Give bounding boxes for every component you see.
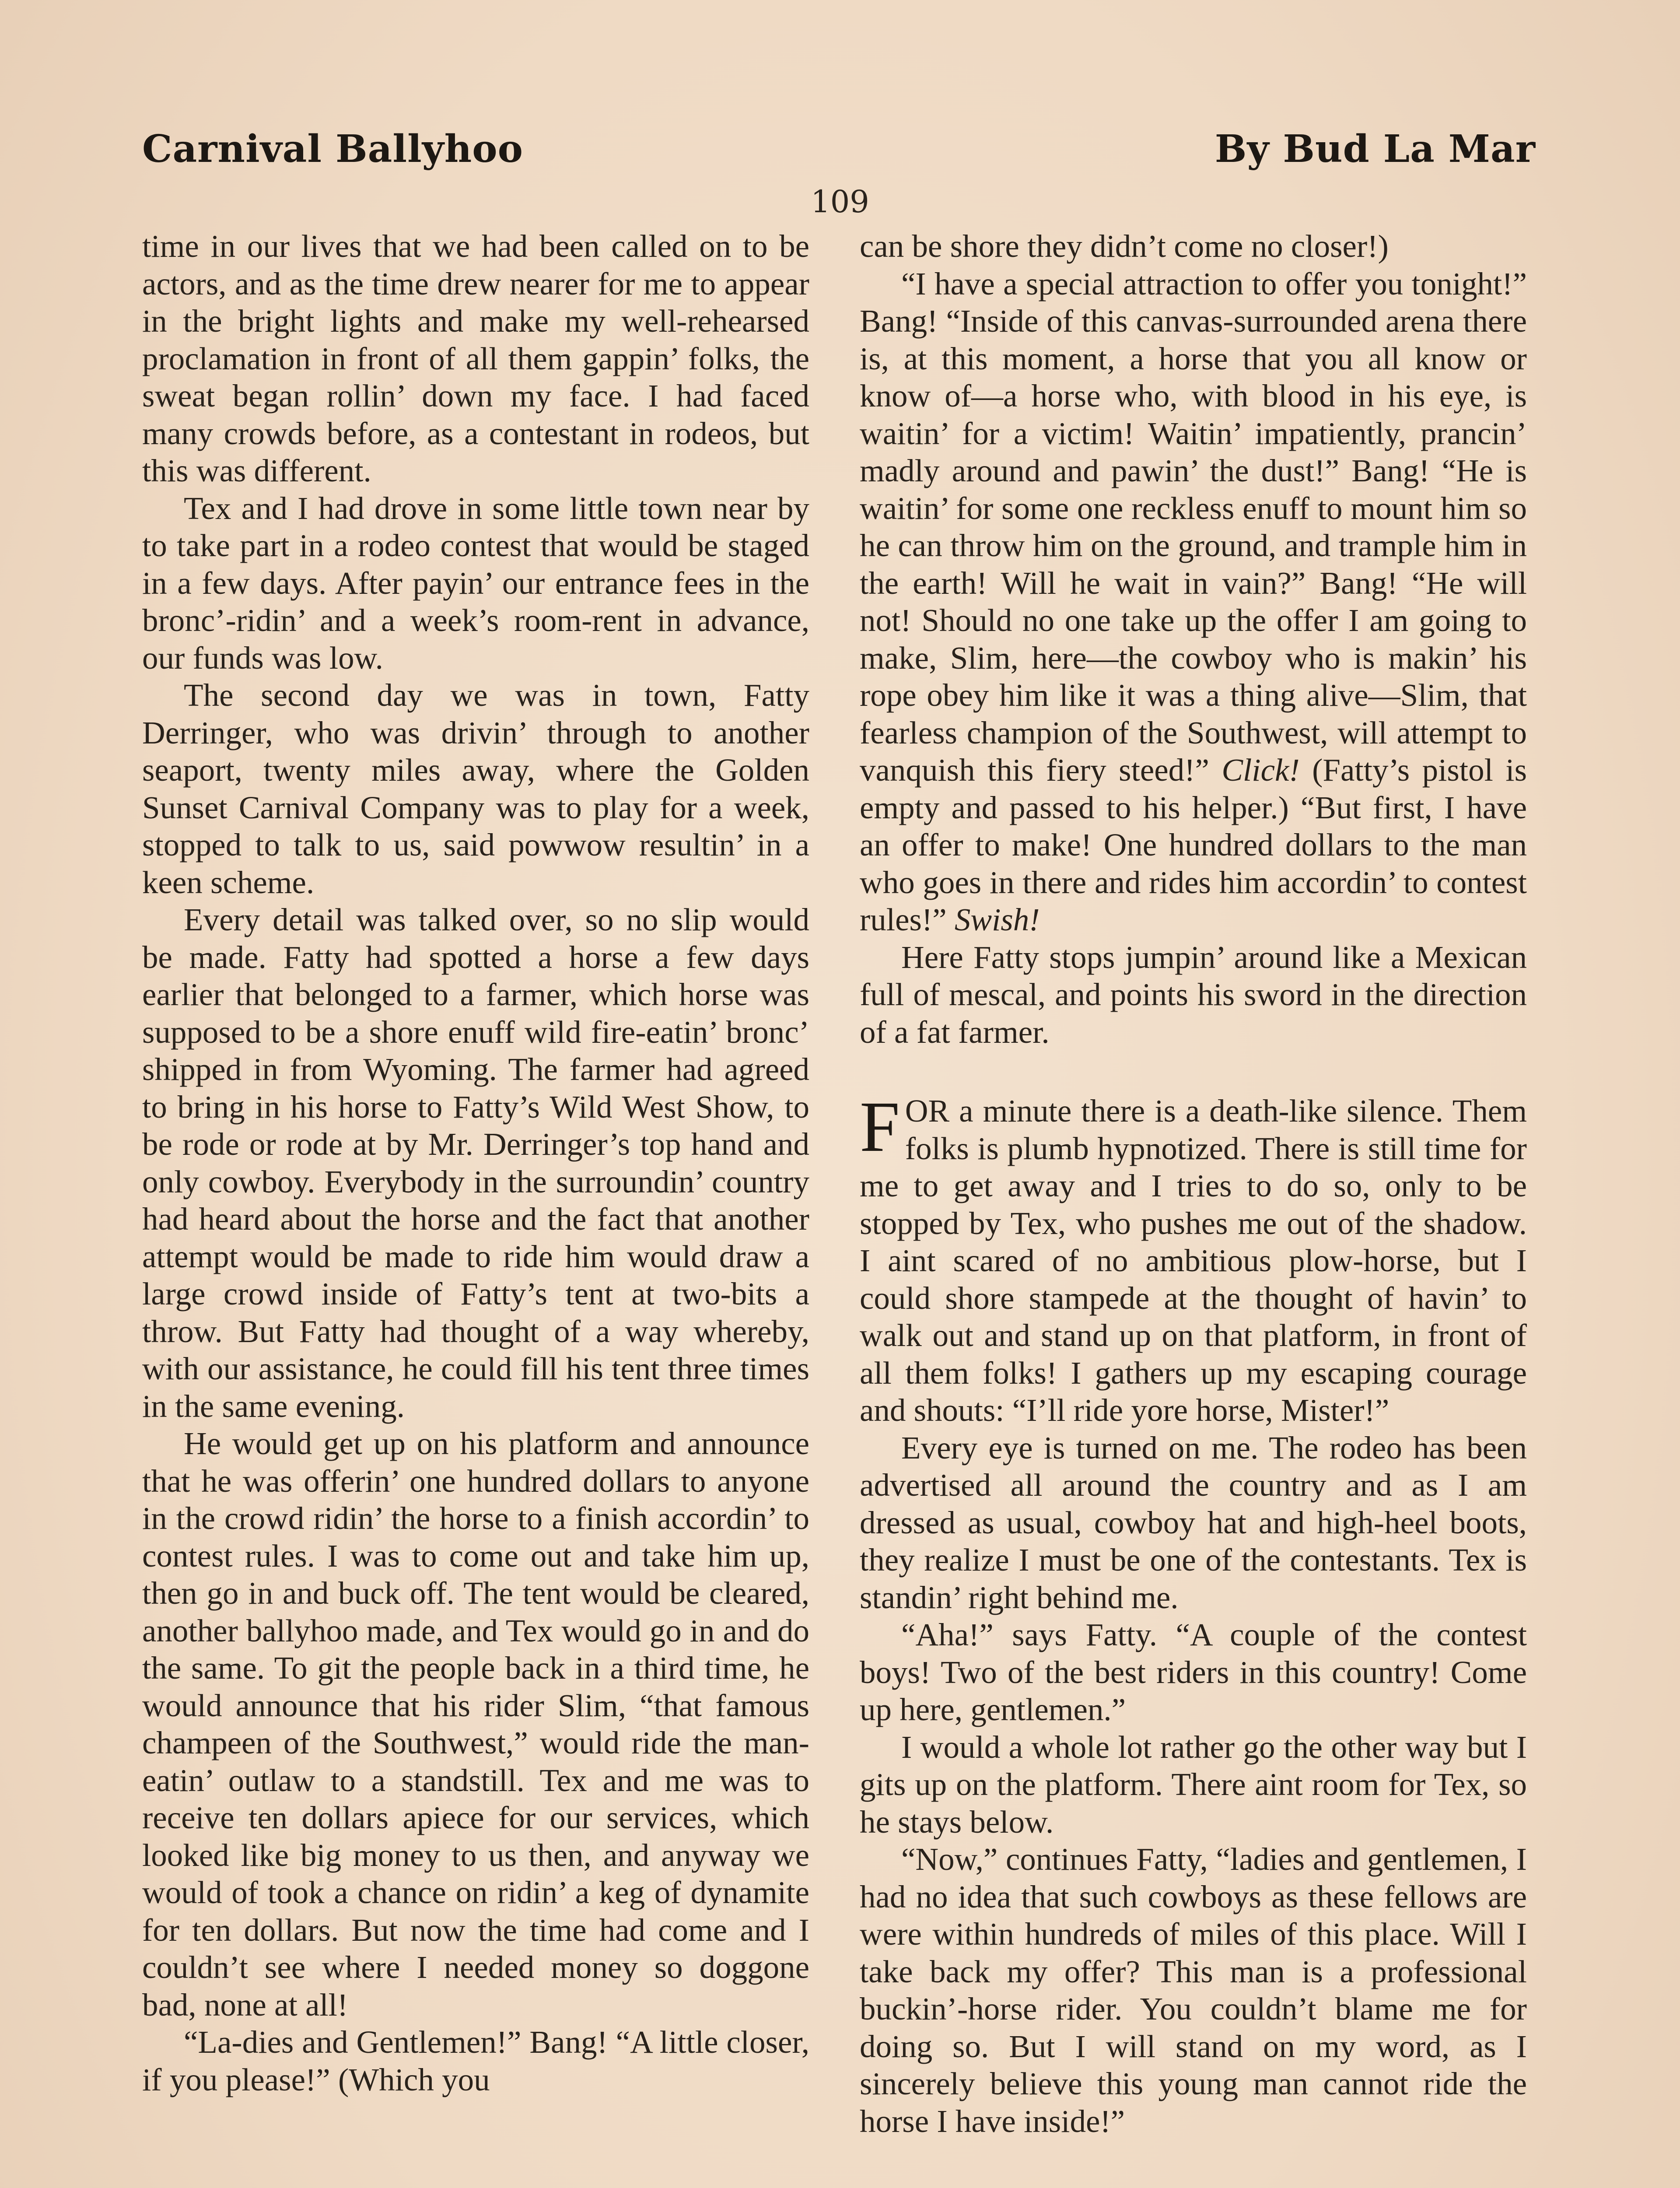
paragraph: “Now,” continues Fatty, “ladies and gentlemen, I had no idea that such cowboys as these fellows are were within hundreds of miles of this place. Will I take back my offer? This man is a professional buckin’-horse rider. You couldn’t blame me for doing so. But I will stand on my word, as I sincerely believe this young man cannot ride the horse I have inside!”: [860, 1841, 1527, 2139]
section-break: [860, 1051, 1527, 1092]
story-title: Carnival Ballyhoo: [142, 127, 523, 171]
paragraph-text: OR a minute there is a death-like silence. Them folks is plumb hypnotized. There is still time for me to get away and I tries to do so, only to be stopped by Tex, who pushes me out of the shadow. I aint scared of no ambitious plow-horse, but I could shore stampede at the thought of havin’ to walk out and stand up on that platform, in front of all them folks! I gathers up my escaping courage and shouts: “I’ll ride yore horse, Mister!”: [860, 1093, 1527, 1428]
page-number: 109: [811, 184, 869, 220]
left-text-column: [142, 228, 809, 2098]
paragraph: can be shore they didn’t come no closer!): [860, 228, 1389, 264]
sound-effect: Click!: [1222, 752, 1300, 788]
drop-cap: F: [860, 1087, 900, 1167]
paragraph: [860, 265, 1527, 939]
sound-effect: Swish!: [954, 902, 1040, 937]
paragraph: Every eye is turned on me. The rodeo has been advertised all around the country and as I am dressed as usual, cowboy hat and high-heel boots, they realize I must be one of the contestants. Tex is standin’ right behind me.: [860, 1430, 1527, 1615]
paragraph: “La-dies and Gentlemen!” Bang! “A little closer, if you please!” (Which you: [142, 2024, 809, 2097]
story-author: By Bud La Mar: [1214, 127, 1536, 171]
paragraph: “Aha!” says Fatty. “A couple of the contest boys! Two of the best riders in this country! Come up here, gentlemen.”: [860, 1617, 1527, 1727]
right-text-column: [860, 228, 1527, 2140]
paragraph-text: (Fatty’s pistol is empty and passed to his helper.) “But first, I have an offer to make! One hundred dollars to the man who goes in there and rides him accordin’ to contest rules!”: [860, 752, 1527, 937]
paragraph: The second day we was in town, Fatty Derringer, who was drivin’ through to another seaport, twenty miles away, where the Golden Sunset Carnival Company was to play for a week, stopped to talk to us, said powwow resultin’ in a keen scheme.: [142, 677, 809, 900]
paragraph: time in our lives that we had been called on to be actors, and as the time drew nearer for me to appear in the bright lights and make my well-rehearsed proclamation in front of all them gappin’ folks, the sweat began rollin’ down my face. I had faced many crowds before, as a contestant in rodeos, but this was different.: [142, 228, 809, 488]
paragraph: Here Fatty stops jumpin’ around like a Mexican full of mescal, and points his sword in the direction of a fat farmer.: [860, 939, 1527, 1050]
paragraph: I would a whole lot rather go the other way but I gits up on the platform. There aint room for Tex, so he stays below.: [860, 1729, 1527, 1840]
paragraph: [860, 1087, 1527, 1429]
paragraph: Tex and I had drove in some little town near by to take part in a rodeo contest that would be staged in a few days. After payin’ our entrance fees in the bronc’-ridin’ and a week’s room-rent in advance, our funds was low.: [142, 490, 809, 676]
running-header: [142, 127, 1536, 188]
paragraph-text: “I have a special attraction to offer you tonight!” Bang! “Inside of this canvas-surrounded arena there is, at this moment, a horse that you all know or know of—a horse who, with blood in his eye, is waitin’ for a victim! Waitin’ impatiently, prancin’ madly around and pawin’ the dust!” Bang! “He is waitin’ for some one reckless enuff to mount him so he can throw him on the ground, and trample him in the earth! Will he wait in vain?” Bang! “He will not! Should no one take up the offer I am going to make, Slim, here—the cowboy who is makin’ his rope obey him like it was a thing alive—Slim, that fearless champion of the Southwest, will attempt to vanquish this fiery steed!”: [860, 266, 1527, 788]
paragraph: He would get up on his platform and announce that he was offerin’ one hundred dollars to anyone in the crowd ridin’ the horse to a finish accordin’ to contest rules. I was to come out and take him up, then go in and buck off. The tent would be cleared, another ballyhoo made, and Tex would go in and do the same. To git the people back in a third time, he would announce that his rider Slim, “that famous champeen of the Southwest,” would ride the man-eatin’ outlaw to a standstill. Tex and me was to receive ten dollars apiece for our services, which looked like big money to us then, and anyway we would of took a chance on ridin’ a keg of dynamite for ten dollars. But now the time had come and I couldn’t see where I needed money so doggone bad, none at all!: [142, 1426, 809, 2023]
paragraph: Every detail was talked over, so no slip would be made. Fatty had spotted a horse a few days earlier that belonged to a farmer, which horse was supposed to be a shore enuff wild fire-eatin’ bronc’ shipped in from Wyoming. The farmer had agreed to bring in his horse to Fatty’s Wild West Show, to be rode or rode at by Mr. Derringer’s top hand and only cowboy. Everybody in the surroundin’ country had heard about the horse and the fact that another attempt would be made to ride him would draw a large crowd inside of Fatty’s tent at two-bits a throw. But Fatty had thought of a way whereby, with our assistance, he could fill his tent three times in the same evening.: [142, 902, 809, 1424]
